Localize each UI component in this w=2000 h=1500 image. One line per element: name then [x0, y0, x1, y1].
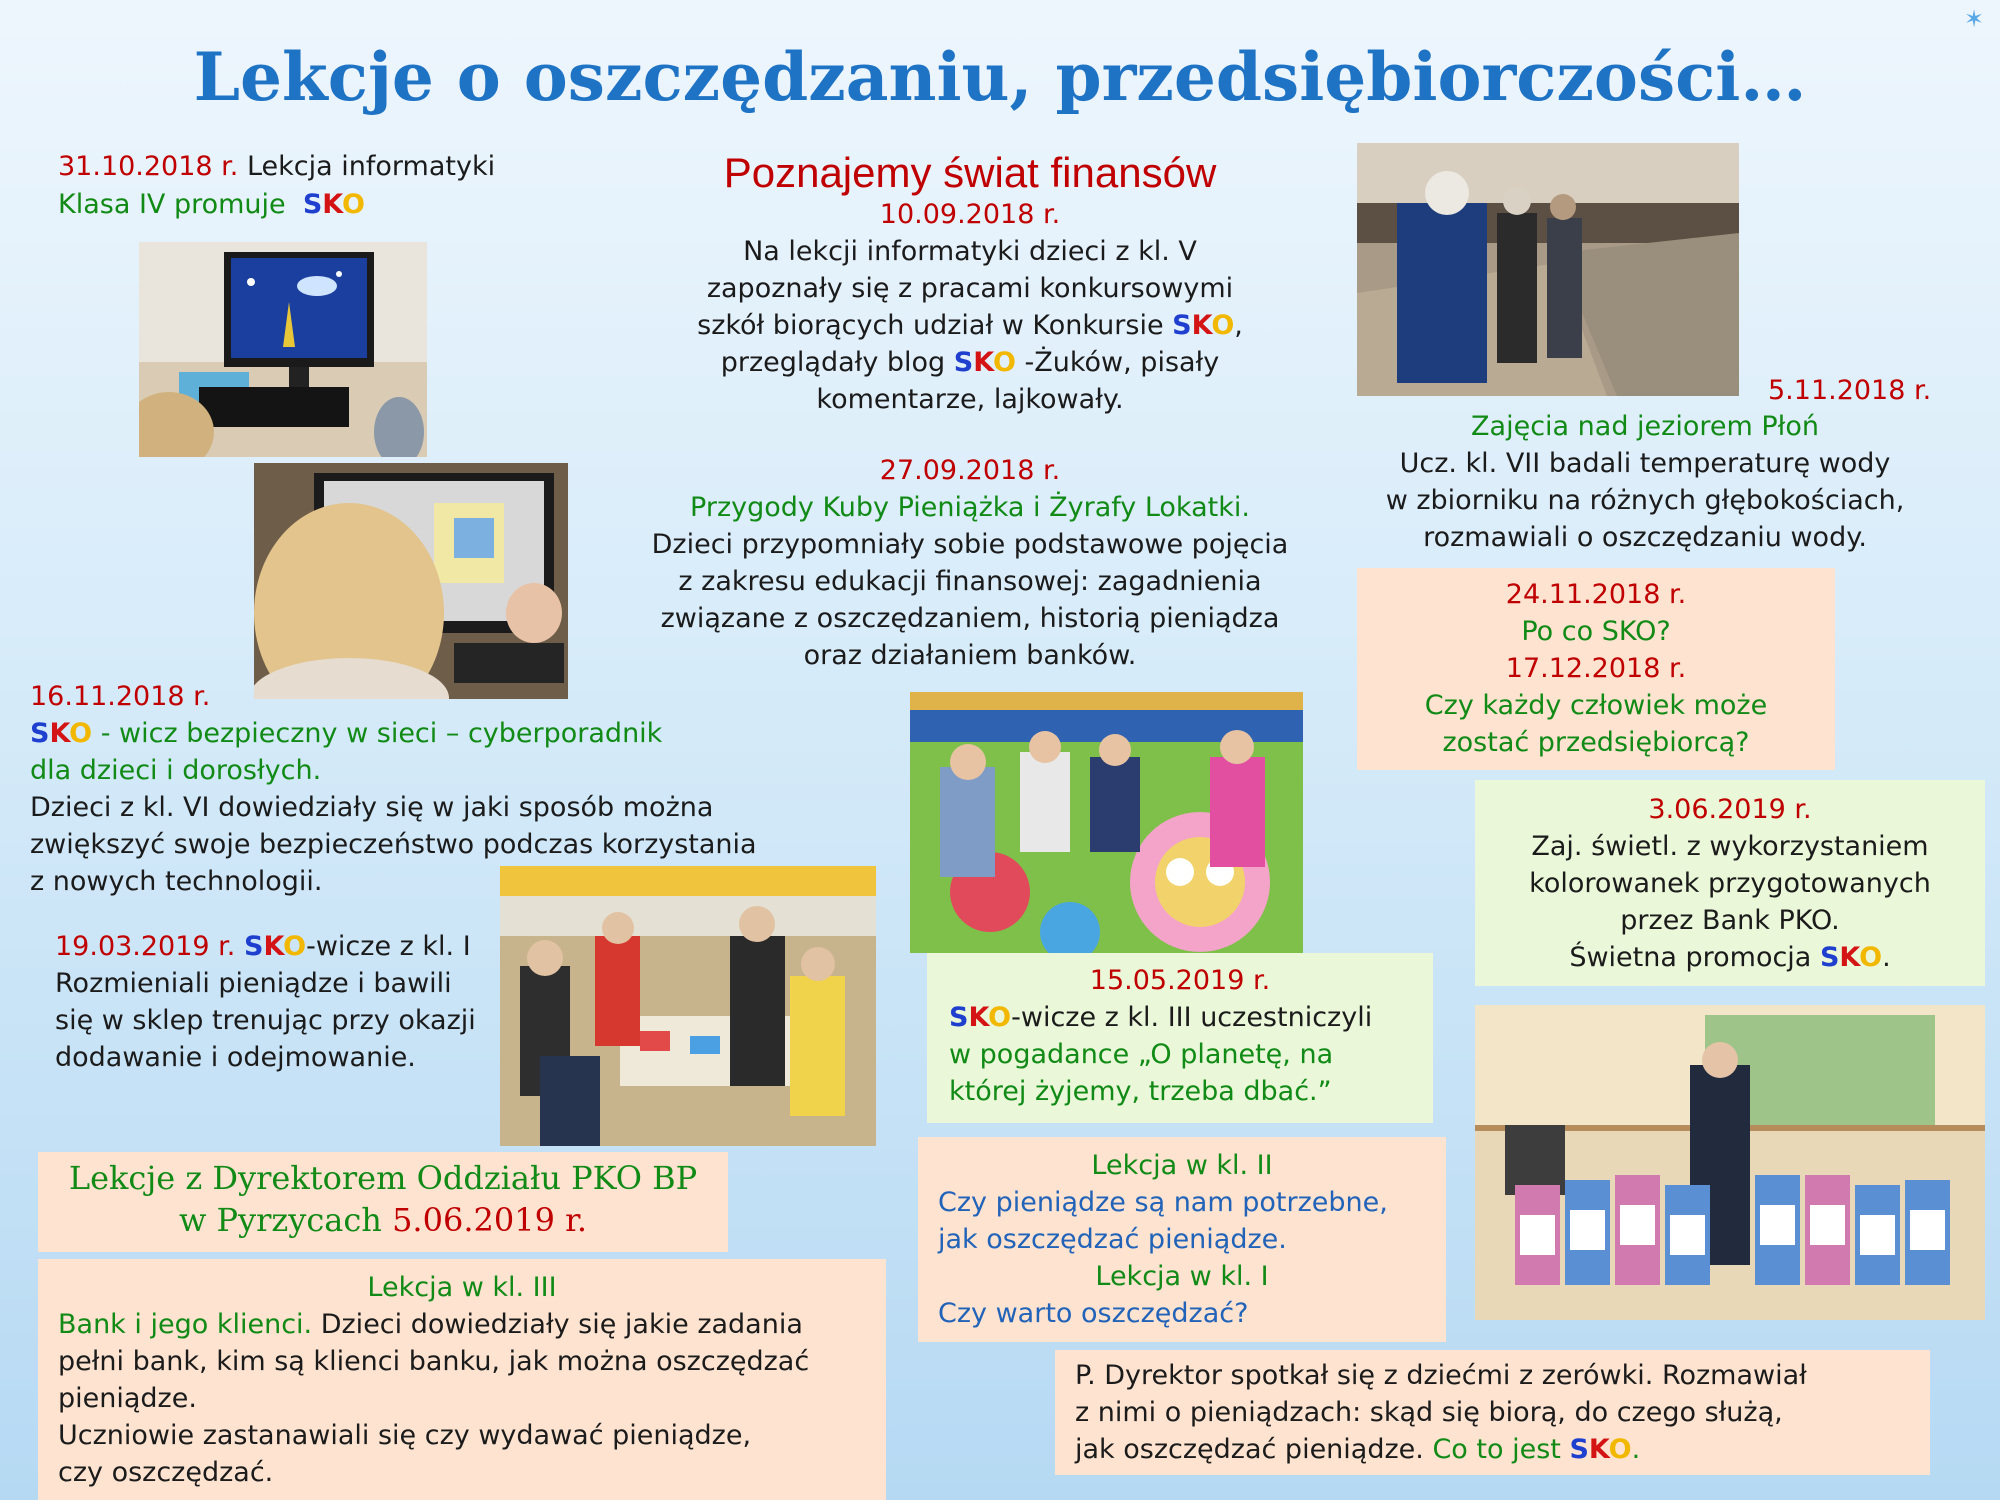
right-date	[1768, 372, 1931, 409]
text-line: Uczniowie zastanawiali się czy wydawać pieniądze,	[58, 1420, 752, 1451]
photo-computer-lesson	[139, 242, 427, 457]
text-line: kolorowanek przygotowanych	[1529, 868, 1931, 899]
sko-s: S	[1172, 310, 1192, 341]
sko-o: O	[988, 1002, 1012, 1033]
date-label: 3.06.2019 r.	[1648, 794, 1812, 825]
question-line: jak oszczędzać pieniądze.	[938, 1224, 1287, 1255]
sko-s: S	[302, 189, 323, 220]
photo-shop-play	[500, 866, 876, 1146]
text-line: Dzieci przypomniały sobie podstawowe pojęcia	[651, 529, 1289, 560]
sko-k: K	[322, 189, 342, 220]
text-line: się w sklep trenując przy okazji	[55, 1005, 476, 1036]
photo-lake	[1357, 143, 1739, 396]
lesson-heading: Lekcja w kl. II	[1091, 1150, 1273, 1181]
text-line: Świetna promocja	[1569, 942, 1812, 973]
text-line: przeglądały blog	[720, 347, 946, 378]
text-line: pieniądze.	[58, 1383, 197, 1414]
text-line: z nowych technologii.	[30, 866, 323, 897]
text-line: P. Dyrektor spotkał się z dziećmi z zerówki. Rozmawiał	[1075, 1360, 1807, 1391]
sko-k: K	[49, 718, 70, 749]
photo-group-director	[1475, 1005, 1985, 1320]
text-line: Co to jest	[1432, 1434, 1561, 1465]
text-line: związane z oszczędzaniem, historią pieniądza	[660, 603, 1280, 634]
subtitle: Zajęcia nad jeziorem Płoń	[1471, 411, 1819, 442]
sko-s: S	[1569, 1434, 1589, 1465]
lesson-heading: Lekcja w kl. I	[1095, 1261, 1269, 1292]
date-label: 10.09.2018 r.	[879, 199, 1061, 230]
text-line: zwiększyć swoje bezpieczeństwo podczas korzystania	[30, 829, 757, 860]
subtitle: Przygody Kuby Pieniążka i Żyrafy Lokatki.	[690, 492, 1250, 523]
text-line: szkół biorących udział w Konkursie	[697, 310, 1164, 341]
right-top-block	[1350, 408, 1940, 556]
date-label: 19.03.2019 r.	[55, 931, 236, 962]
text-line: Dzieci z kl. VI dowiedziały się w jaki sposób można	[30, 792, 714, 823]
text-line: której żyjemy, trzeba dbać.”	[949, 1076, 1332, 1107]
sko-o: O	[1608, 1434, 1632, 1465]
text-line: w zbiorniku na różnych głębokościach,	[1385, 485, 1905, 516]
sko-o: O	[342, 189, 365, 220]
lime-box-center	[927, 953, 1433, 1123]
sko-s: S	[243, 931, 264, 962]
topic-label: Po co SKO?	[1521, 616, 1671, 647]
sko-k: K	[263, 931, 284, 962]
topic-label: zostać przedsiębiorcą?	[1442, 727, 1750, 758]
text-punct: .	[1631, 1434, 1641, 1465]
page-title: Lekcje o oszczędzaniu, przedsiębiorczości…	[193, 38, 1807, 116]
text-line: oraz działaniem banków.	[803, 640, 1137, 671]
date-label: 5.11.2018 r.	[1768, 375, 1932, 406]
sko-k: K	[1839, 942, 1860, 973]
left-mid2-block	[55, 928, 495, 1076]
center-top-block	[640, 150, 1300, 674]
sko-k: K	[1191, 310, 1212, 341]
left-top-block	[58, 148, 495, 223]
text-line: -wicze z kl. I	[306, 931, 471, 962]
photo-girl-at-screen	[254, 463, 568, 699]
date-label: 27.09.2018 r.	[879, 455, 1061, 486]
text-line: przez Bank PKO.	[1620, 905, 1840, 936]
star-icon: ✶	[1964, 5, 1985, 33]
sko-s: S	[30, 718, 50, 749]
date-label: 17.12.2018 r.	[1505, 653, 1687, 684]
sko-s: S	[1819, 942, 1840, 973]
text-line: w pogadance „O planetę, na	[949, 1039, 1334, 1070]
text-line: Rozmieniali pieniądze i bawili	[55, 968, 452, 999]
text-line: dodawanie i odejmowanie.	[55, 1042, 416, 1073]
sko-k: K	[968, 1002, 989, 1033]
subtitle: - wicz bezpieczny w sieci – cyberporadnik	[100, 718, 663, 749]
text-line: z zakresu edukacji finansowej: zagadnienia	[678, 566, 1262, 597]
sko-s: S	[953, 347, 974, 378]
lesson-heading: Lekcja w kl. III	[367, 1272, 557, 1303]
lesson-label: Lekcja informatyki	[246, 151, 496, 182]
director-box	[1055, 1350, 1930, 1475]
text-line: zapoznały się z pracami konkursowymi	[706, 273, 1234, 304]
photo-kids-on-carpet	[910, 692, 1303, 953]
sko-o: O	[1859, 942, 1883, 973]
question-line: Czy pieniądze są nam potrzebne,	[938, 1187, 1388, 1218]
sko-k: K	[973, 347, 993, 378]
text-line: Zaj. świetl. z wykorzystaniem	[1531, 831, 1929, 862]
section-heading: Poznajemy świat finansów	[723, 149, 1217, 196]
text-line: jak oszczędzać pieniądze.	[1075, 1434, 1424, 1465]
text-line: -wicze z kl. III uczestniczyli	[1011, 1002, 1373, 1033]
class-label: Klasa IV promuje	[58, 189, 286, 220]
sko-k: K	[1588, 1434, 1609, 1465]
lesson-topic: Bank i jego klienci.	[58, 1309, 313, 1340]
lesson-kl3-box	[38, 1259, 886, 1500]
text-line: Dzieci dowiedziały się jakie zadania	[312, 1309, 803, 1340]
date-label: 15.05.2019 r.	[1089, 965, 1271, 996]
lesson-center-box	[918, 1137, 1446, 1342]
date-label: 5.06.2019 r.	[392, 1201, 588, 1239]
text-line: Ucz. kl. VII badali temperaturę wody	[1399, 448, 1891, 479]
text-line: komentarze, lajkowały.	[816, 384, 1124, 415]
text-punct: .	[1882, 942, 1891, 973]
date-label: 24.11.2018 r.	[1505, 579, 1687, 610]
topic-label: Czy każdy człowiek może	[1424, 690, 1768, 721]
peach-box-right	[1357, 568, 1835, 770]
sko-o: O	[283, 931, 307, 962]
question-line: Czy warto oszczędzać?	[938, 1298, 1249, 1329]
pko-heading-box	[38, 1152, 728, 1252]
text-line: z nimi o pieniądzach: skąd się biorą, do czego służą,	[1075, 1397, 1783, 1428]
date-label: 16.11.2018 r.	[30, 681, 211, 712]
sko-o: O	[992, 347, 1016, 378]
lime-box-right	[1475, 780, 1985, 986]
text-line: pełni bank, kim są klienci banku, jak można oszczędzać	[58, 1346, 810, 1377]
text-line: rozmawiali o oszczędzaniu wody.	[1423, 522, 1867, 553]
text-line: Na lekcji informatyki dzieci z kl. V	[743, 236, 1197, 267]
pko-heading-line2: w Pyrzycach	[178, 1201, 382, 1239]
pko-heading-line1: Lekcje z Dyrektorem Oddziału PKO BP	[68, 1159, 698, 1197]
sko-o: O	[69, 718, 93, 749]
text-line: -Żuków, pisały	[1024, 347, 1220, 378]
subtitle: dla dzieci i dorosłych.	[30, 755, 322, 786]
text-punct: ,	[1234, 310, 1243, 341]
sko-s: S	[949, 1002, 969, 1033]
text-line: czy oszczędzać.	[58, 1457, 274, 1488]
sko-o: O	[1211, 310, 1235, 341]
date-label: 31.10.2018 r.	[58, 151, 239, 182]
